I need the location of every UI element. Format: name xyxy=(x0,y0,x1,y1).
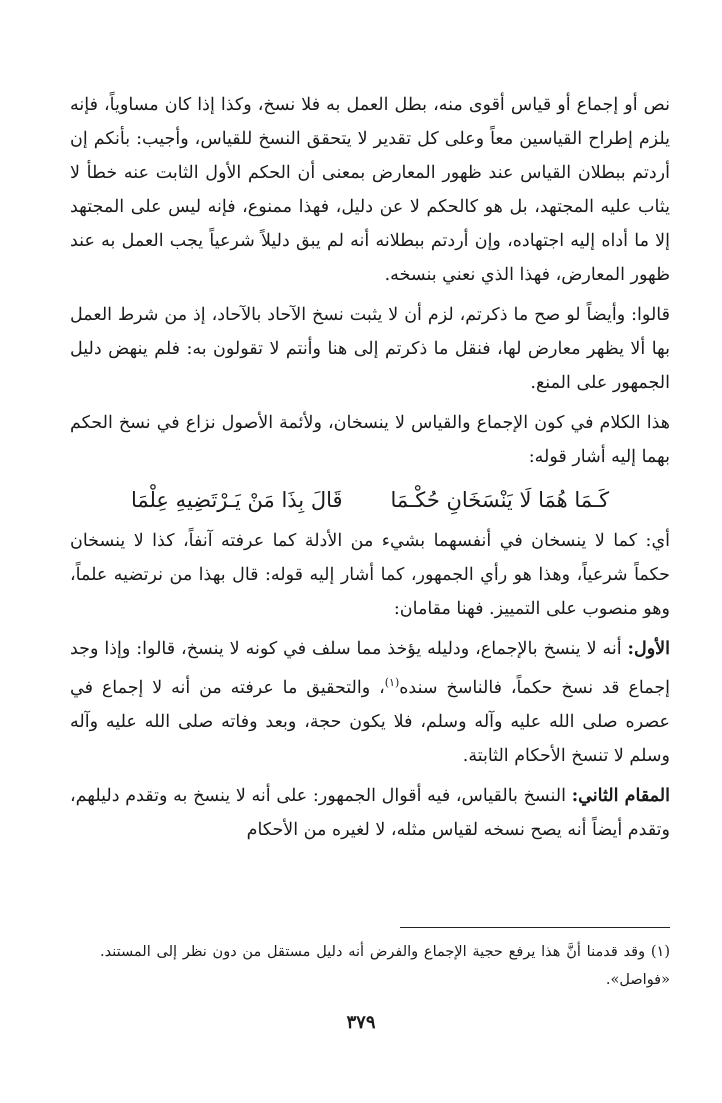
paragraph-6 xyxy=(70,779,670,847)
footnote: (١) وقد قدمنا أنَّ هذا يرفع حجية الإجماع والفرض أنه دليل مستقل من دون نظر إلى المستند. «فواصل». xyxy=(100,944,670,988)
poem-verse xyxy=(70,480,670,520)
footnote-separator xyxy=(400,927,670,928)
paragraph-5 xyxy=(70,632,670,773)
footnote-reference: (١) xyxy=(384,676,400,689)
paragraph-4: أي: كما لا ينسخان في أنفسهما بشيء من الأدلة كما عرفته آنفاً، كذا لا ينسخان حكماً شرعياً، وهذا هو رأي الجمهور، كما أشار إليه قوله: قال بهذا من نرتضيه علماً، وهو منصوب على التمييز. فهنا مقامان: xyxy=(70,531,670,619)
paragraph-2: قالوا: وأيضاً لو صح ما ذكرتم، لزم أن لا يثبت نسخ الآحاد بالآحاد، إذ من شرط العمل بها ألا يظهر معارض لها، فنقل ما ذكرتم إلى هنا وأنتم لا تقولون به: فلم ينهض دليل الجمهور على المنع. xyxy=(70,305,670,393)
verse-hemistich-left: قَالَ بِذَا مَنْ يَـرْتَضِيهِ عِلْمَا xyxy=(130,488,343,512)
paragraph-6-text: النسخ بالقياس، فيه أقوال الجمهور: على أنه لا ينسخ به وتقدم دليلهم، وتقدم أيضاً أنه يصح نسخه لقياس مثله، لا لغيره من الأحكام xyxy=(70,785,670,840)
paragraph-5-text-a: أنه لا ينسخ بالإجماع، ودليله يؤخذ مما سلف في كونه لا ينسخ، قالوا: وإذا وجد إجماع قد نسخ حكماً، فالناسخ سنده xyxy=(70,639,670,698)
paragraph-6-label: المقام الثاني: xyxy=(571,785,670,806)
verse-hemistich-right: كَـمَا هُمَا لَا يَنْسَخَانِ حُكْـمَا xyxy=(390,488,610,512)
paragraph-5-label: الأول: xyxy=(627,639,670,659)
paragraph-3: هذا الكلام في كون الإجماع والقياس لا ينسخان، ولأئمة الأصول نزاع في نسخ الحكم بهما إليه أشار قوله: xyxy=(70,413,670,467)
paragraph-1: نص أو إجماع أو قياس أقوى منه، بطل العمل به فلا نسخ، وكذا إذا كان مساوياً، فإنه يلزم إطراح القياسين معاً وعلى كل تقدير لا يتحقق النسخ للقياس، وأجيب: بأنكم إن أردتم ببطلان القياس عند ظهور المعارض بمعنى أن الحكم الأول الثابت عنه خطأ لا يثاب عليه المجتهد، بل هو كالحكم لا عن دليل، فهذا ممنوع، فإنه ليس على المجتهد إلا ما أداه إليه اجتهاده، وإن أردتم ببطلانه أنه لم يبق دليلاً شرعياً يجب العمل به عند ظهور المعارض، فهذا الذي نعني بنسخه. xyxy=(70,95,670,285)
main-text xyxy=(70,88,670,847)
paragraph-5-text-b: ، والتحقيق ما عرفته من أنه لا إجماع في عصره صلى الله عليه وآله وسلم، فلا يكون حجة، وبعد وفاته صلى الله عليه وآله وسلم لا تنسخ الأحكام الثابتة. xyxy=(70,677,670,766)
page-number: ٣٧٩ xyxy=(346,1012,376,1033)
